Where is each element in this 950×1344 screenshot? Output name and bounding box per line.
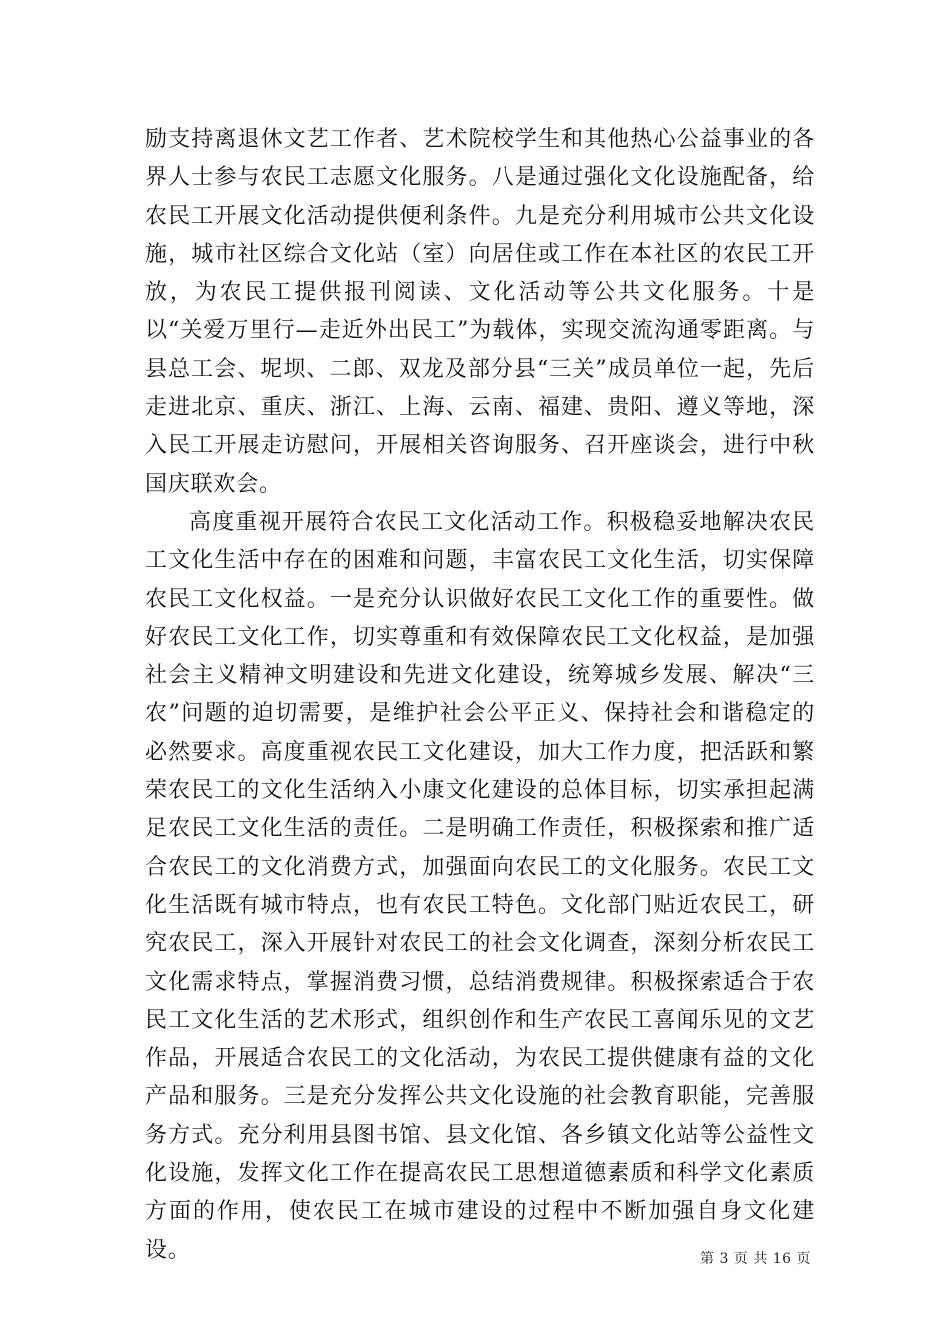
page-number-footer: 第 3 页 共 16 页 xyxy=(700,1251,811,1267)
paragraph-cultural-activities: 高度重视开展符合农民工文化活动工作。积极稳妥地解决农民工文化生活中存在的困难和问题，丰富农民工文化生活，切实保障农民工文化权益。一是充分认识做好农民工文化工作的重要性。做好农民工文化工作，切实尊重和有效保障农民工文化权益，是加强社会主义精神文明建设和先进文化建设，统筹城乡发展、解决“三农”问题的迫切需要，是维护社会公平正义、保持社会和谐稳定的必然要求。高度重视农民工文化建设，加大工作力度，把活跃和繁荣农民工的文化生活纳入小康文化建设的总体目标，切实承担起满足农民工文化生活的责任。二是明确工作责任，积极探索和推广适合农民工的文化消费方式，加强面向农民工的文化服务。农民工文化生活既有城市特点，也有农民工特色。文化部门贴近农民工，研究农民工，深入开展针对农民工的社会文化调查，深刻分析农民工文化需求特点，掌握消费习惯，总结消费规律。积极探索适合于农民工文化生活的艺术形式，组织创作和生产农民工喜闻乐见的文艺作品，开展适合农民工的文化活动，为农民工提供健康有益的文化产品和服务。三是充分发挥公共文化设施的社会教育职能，完善服务方式。充分利用县图书馆、县文化馆、各乡镇文化站等公益性文化设施，发挥文化工作在提高农民工思想道德素质和科学文化素质方面的作用，使农民工在城市建设的过程中不断加强自身文化建设。 xyxy=(145,509,815,1263)
paragraph-continued: 励支持离退休文艺工作者、艺术院校学生和其他热心公益事业的各界人士参与农民工志愿文化服务。八是通过强化文化设施配备，给农民工开展文化活动提供便利条件。九是充分利用城市公共文化设施，城市社区综合文化站（室）向居住或工作在本社区的农民工开放，为农民工提供报刊阅读、文化活动等公共文化服务。十是以“关爱万里行—走近外出民工”为载体，实现交流沟通零距离。与县总工会、坭坝、二郎、双龙及部分县“三关”成员单位一起，先后走进北京、重庆、浙江、上海、云南、福建、贵阳、遵义等地，深入民工开展走访慰问，开展相关咨询服务、召开座谈会，进行中秋国庆联欢会。 xyxy=(145,127,815,497)
document-body xyxy=(145,121,815,1270)
